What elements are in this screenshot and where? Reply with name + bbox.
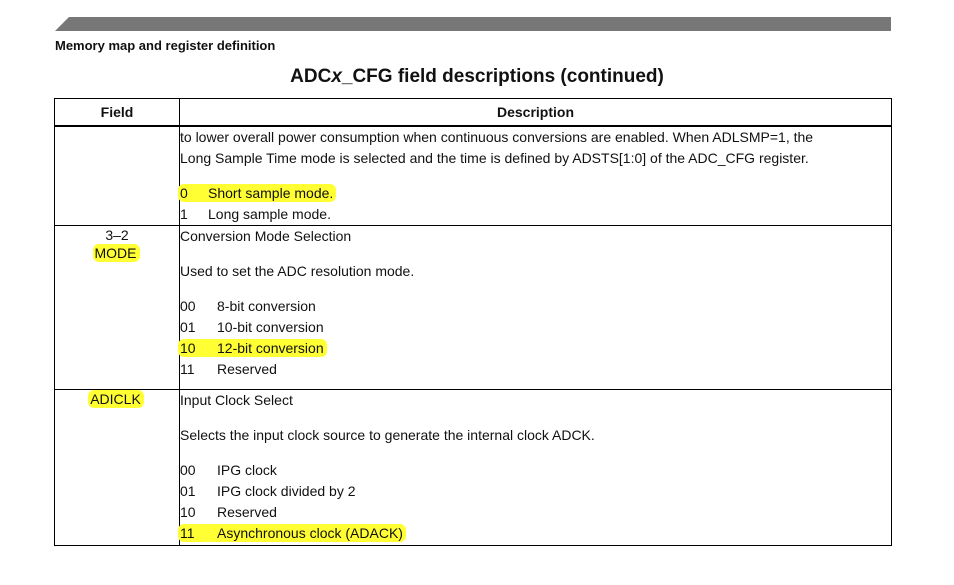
list-item — [180, 523, 891, 544]
option-code: 11 — [180, 361, 195, 377]
field-name-adiclk: ADICLK — [88, 390, 144, 408]
field-cell — [55, 226, 180, 390]
list-item — [180, 481, 891, 502]
list-item — [180, 460, 891, 481]
list-item — [180, 296, 891, 317]
option-code: 11 — [180, 525, 195, 541]
description-column-header: Description — [180, 99, 892, 127]
list-item — [180, 502, 891, 523]
field-cell — [55, 390, 180, 546]
section-title: Memory map and register definition — [55, 38, 276, 53]
list-item — [180, 183, 891, 204]
table-row-adlsmp-continued — [55, 126, 892, 226]
header-banner — [55, 17, 891, 31]
option-code: 01 — [180, 483, 196, 499]
description-line: to lower overall power consumption when continuous conversions are enabled. When ADLSMP=1, the — [180, 129, 814, 145]
field-bits: 3–2 — [105, 227, 129, 243]
option-list — [180, 460, 891, 544]
description-line: Long Sample Time mode is selected and the time is defined by ADSTS[1:0] of the ADC_CFG register. — [180, 150, 809, 166]
option-code: 00 — [180, 298, 196, 314]
option-label: Short sample mode. — [208, 185, 334, 201]
description-cell — [180, 226, 892, 390]
field-column-header: Field — [55, 99, 180, 127]
description-summary: Selects the input clock source to generate the internal clock ADCK. — [180, 427, 595, 443]
option-code: 01 — [180, 319, 196, 335]
list-item — [180, 338, 891, 359]
option-label: Reserved — [217, 361, 277, 377]
option-label: IPG clock divided by 2 — [217, 483, 356, 499]
option-label: Asynchronous clock (ADACK) — [217, 525, 403, 541]
option-label: Long sample mode. — [208, 206, 331, 222]
option-label: 8-bit conversion — [217, 298, 316, 314]
option-code: 1 — [180, 206, 188, 222]
option-label: 10-bit conversion — [217, 319, 324, 335]
description-cell — [180, 126, 892, 226]
option-label: IPG clock — [217, 462, 277, 478]
table-title — [0, 66, 954, 88]
table-title-prefix: ADC — [290, 66, 332, 87]
highlight-mark — [178, 524, 406, 542]
table-title-suffix: _CFG field descriptions (continued) — [341, 66, 664, 87]
description-summary: Used to set the ADC resolution mode. — [180, 263, 415, 279]
table-row-adiclk — [55, 390, 892, 546]
table-header-row — [55, 99, 892, 127]
option-code: 10 — [180, 504, 196, 520]
option-label: Reserved — [217, 504, 277, 520]
list-item — [180, 204, 891, 225]
option-code: 0 — [180, 185, 188, 201]
field-descriptions-table — [54, 98, 892, 546]
description-cell — [180, 390, 892, 546]
option-list — [180, 296, 891, 380]
list-item — [180, 359, 891, 380]
description-title: Conversion Mode Selection — [180, 228, 352, 244]
table-row-mode — [55, 226, 892, 390]
list-item — [180, 317, 891, 338]
field-cell — [55, 126, 180, 226]
option-code: 00 — [180, 462, 196, 478]
table-title-variable: x — [331, 66, 342, 87]
option-list — [180, 183, 891, 225]
description-text — [180, 127, 891, 169]
highlight-mark — [178, 184, 336, 202]
option-code: 10 — [180, 340, 196, 356]
option-label: 12-bit conversion — [217, 340, 324, 356]
description-title: Input Clock Select — [180, 392, 293, 408]
field-name-mode: MODE — [93, 244, 140, 262]
highlight-mark — [178, 339, 327, 357]
